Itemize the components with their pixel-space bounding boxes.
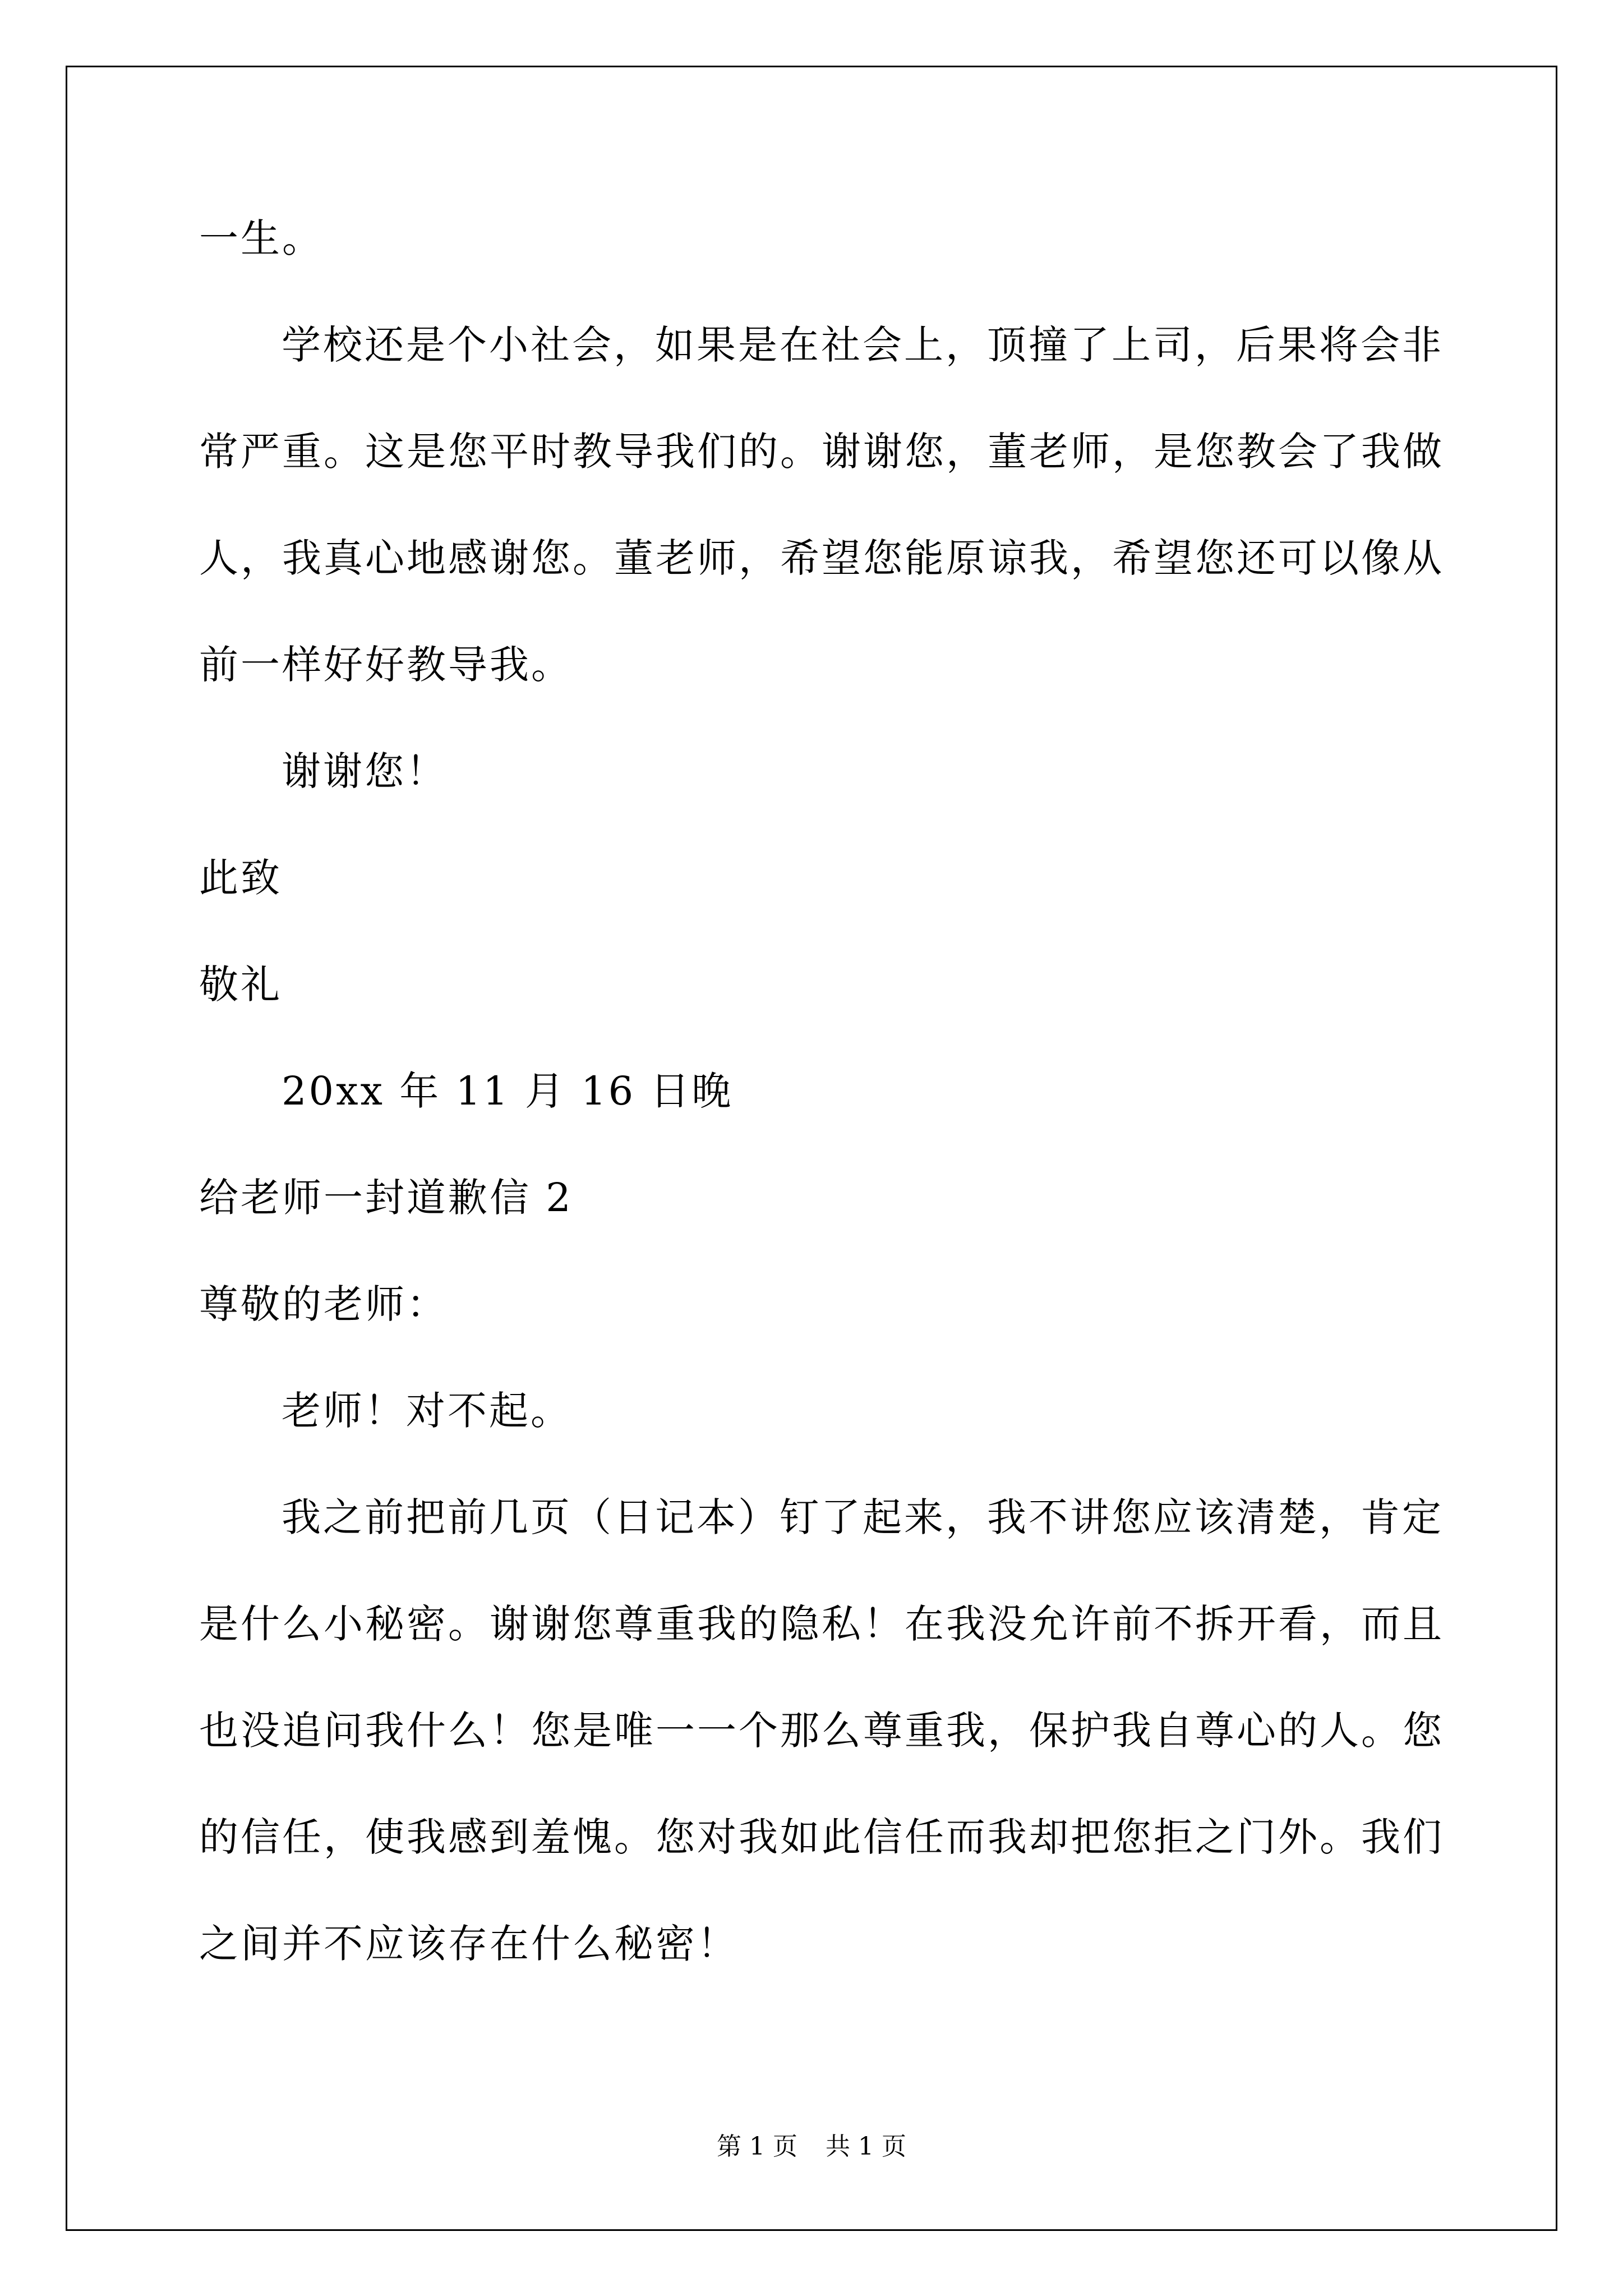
page-number: 第 1 页 bbox=[717, 2132, 797, 2161]
page-total: 共 1 页 bbox=[826, 2132, 906, 2161]
text-line: 人，我真心地感谢您。董老师，希望您能原谅我，希望您还可以像从 bbox=[199, 535, 1444, 581]
text-line: 常严重。这是您平时教导我们的。谢谢您，董老师，是您教会了我做 bbox=[199, 429, 1444, 475]
text-line: 谢谢您！ bbox=[282, 748, 448, 794]
text-line: 一生。 bbox=[199, 215, 324, 261]
closing-salutation: 此致 bbox=[199, 855, 282, 901]
text-line: 学校还是个小社会，如果是在社会上，顶撞了上司，后果将会非 bbox=[282, 322, 1444, 368]
text-line: 也没追问我什么！您是唯一一个那么尊重我，保护我自尊心的人。您 bbox=[199, 1708, 1444, 1754]
text-line: 老师！对不起。 bbox=[282, 1388, 572, 1434]
text-line: 之间并不应该存在什么秘密！ bbox=[199, 1921, 739, 1967]
section-title: 给老师一封道歉信 2 bbox=[199, 1175, 573, 1221]
closing-regards: 敬礼 bbox=[199, 961, 282, 1007]
letter-date: 20xx 年 11 月 16 日晚 bbox=[282, 1068, 734, 1114]
text-line: 我之前把前几页（日记本）钉了起来，我不讲您应该清楚，肯定 bbox=[282, 1494, 1444, 1540]
text-line: 是什么小秘密。谢谢您尊重我的隐私！在我没允许前不拆开看，而且 bbox=[199, 1601, 1444, 1647]
text-line: 的信任，使我感到羞愧。您对我如此信任而我却把您拒之门外。我们 bbox=[199, 1814, 1444, 1860]
page-footer bbox=[0, 2126, 1623, 2162]
document-body bbox=[199, 185, 1444, 1997]
text-line: 前一样好好教导我。 bbox=[199, 642, 573, 688]
letter-greeting: 尊敬的老师： bbox=[199, 1281, 448, 1327]
